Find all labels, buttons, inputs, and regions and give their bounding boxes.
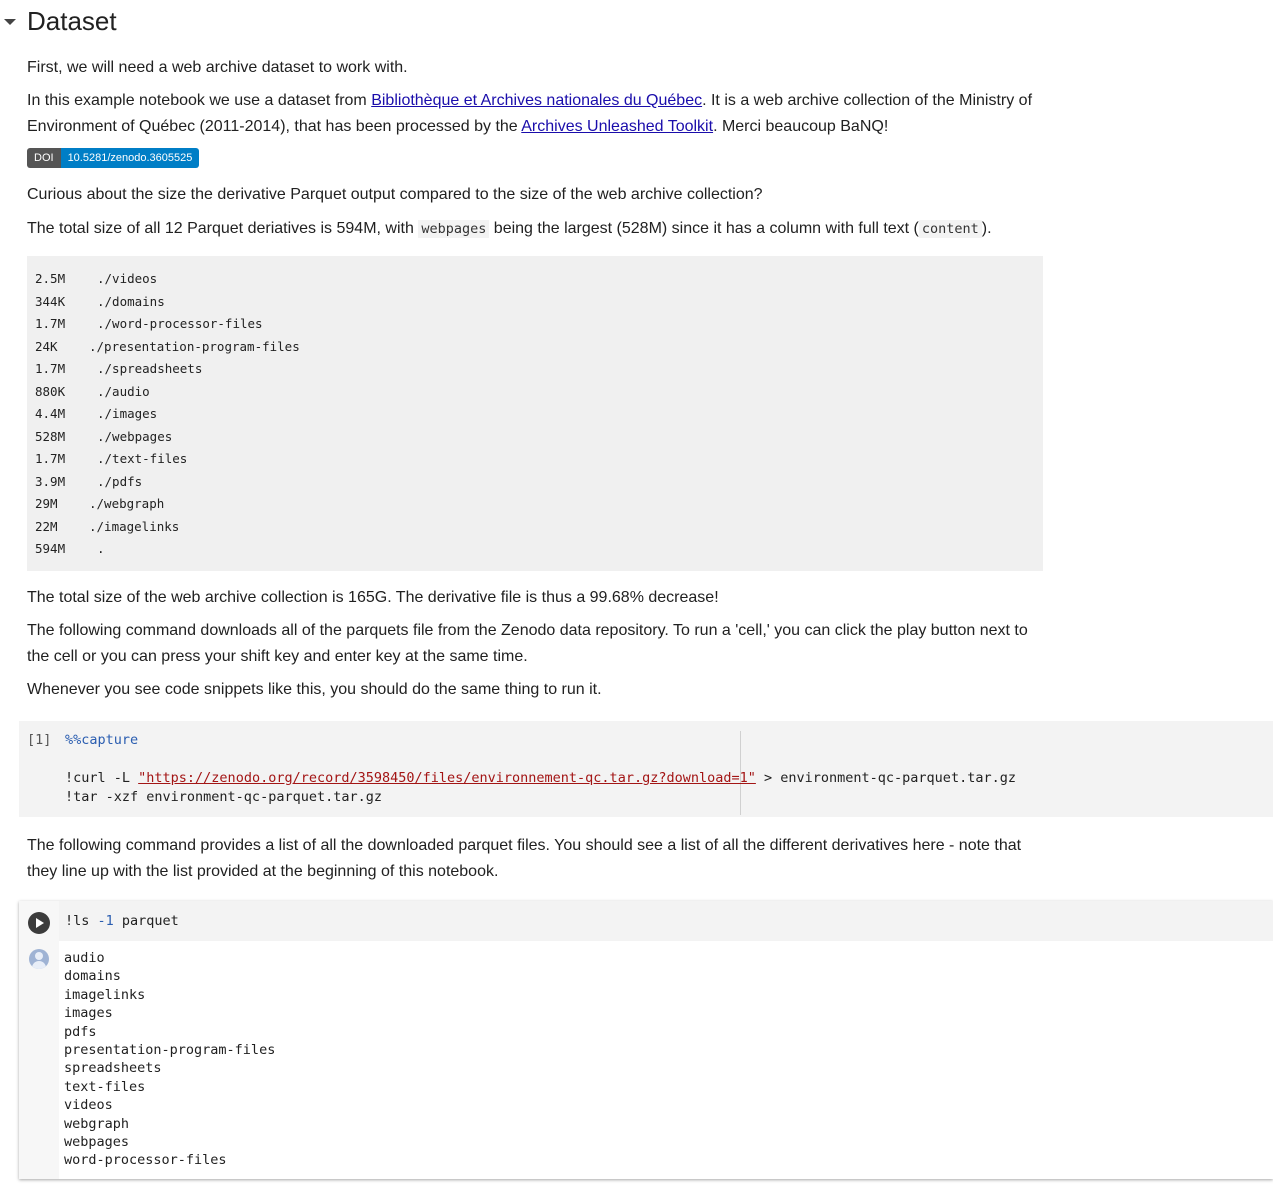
output-avatar-icon[interactable] bbox=[29, 949, 49, 969]
size-path: ./pdfs bbox=[97, 473, 143, 489]
size-path: ./word-processor-files bbox=[97, 316, 263, 331]
example-text-2: . It is a web archive collection of the Ministry of Environment of Québec (2011-2014), that has been processed by the bbox=[27, 92, 1033, 135]
output-line: word-processor-files bbox=[64, 1152, 227, 1169]
sizes-row bbox=[35, 429, 172, 444]
size-path: ./videos bbox=[97, 271, 158, 286]
cell-gutter bbox=[19, 901, 59, 1179]
size-path: ./spreadsheets bbox=[97, 361, 203, 376]
size-path: ./images bbox=[97, 406, 158, 421]
size-value: 24K bbox=[35, 338, 58, 354]
play-icon bbox=[36, 918, 44, 928]
download-url[interactable]: "https://zenodo.org/record/3598450/files/environnement-qc.tar.gz?download=1" bbox=[138, 770, 756, 786]
size-path: ./webpages bbox=[97, 428, 173, 444]
size-path: ./imagelinks bbox=[89, 518, 180, 534]
output-line: images bbox=[64, 1005, 113, 1022]
inline-code-webpages: webpages bbox=[418, 220, 489, 238]
size-value: 344K bbox=[35, 293, 66, 309]
tar-line: !tar -xzf environment-qc-parquet.tar.gz bbox=[65, 789, 382, 805]
sizes-row bbox=[35, 519, 179, 534]
total-paragraph bbox=[27, 216, 1047, 242]
example-text-3: . Merci beaucoup BaNQ! bbox=[713, 118, 889, 135]
ls-arg: parquet bbox=[113, 913, 179, 929]
size-value: 1.7M bbox=[35, 316, 66, 331]
total-text-1: The total size of all 12 Parquet deriatives is 594M, with bbox=[27, 220, 419, 237]
execution-count: [1] bbox=[27, 732, 52, 748]
total-text-2: being the largest (528M) since it has a column with full text ( bbox=[489, 220, 919, 237]
sizes-row bbox=[35, 361, 202, 376]
output-line: domains bbox=[64, 968, 121, 985]
size-path: ./audio bbox=[97, 383, 150, 399]
output-line: pdfs bbox=[64, 1023, 97, 1040]
ls-command bbox=[65, 913, 179, 929]
code-cell-ls[interactable] bbox=[19, 901, 1273, 1179]
sizes-row bbox=[35, 294, 165, 309]
sizes-row bbox=[35, 541, 105, 556]
cell-output bbox=[64, 949, 275, 1170]
size-value: 880K bbox=[35, 383, 66, 399]
size-value: 29M bbox=[35, 496, 58, 511]
output-line: webpages bbox=[64, 1133, 130, 1150]
output-line: spreadsheets bbox=[64, 1060, 162, 1077]
magic-command: %%capture bbox=[65, 732, 139, 748]
toolkit-link[interactable]: Archives Unleashed Toolkit bbox=[521, 118, 714, 135]
command-info-paragraph: The following command downloads all of the parquets file from the Zenodo data repository. To run a 'cell,' you can click the play button next to the cell or you can press your shift key and enter key at the same time. bbox=[27, 622, 1028, 665]
sizes-row bbox=[35, 496, 164, 511]
run-cell-button[interactable] bbox=[28, 912, 50, 934]
curl-line bbox=[65, 770, 1016, 786]
sizes-row bbox=[35, 316, 263, 331]
intro-paragraph: First, we will need a web archive dataset to work with. bbox=[27, 59, 408, 76]
list-info-paragraph: The following command provides a list of all the downloaded parquet files. You should see a list of all the different derivatives here - note that they line up with the list provided at the beginning of this notebook. bbox=[27, 837, 1022, 880]
curious-paragraph: Curious about the size the derivative Parquet output compared to the size of the web archive collection? bbox=[27, 186, 763, 203]
output-line: audio bbox=[64, 950, 105, 966]
size-path: ./webgraph bbox=[89, 496, 165, 511]
output-line: webgraph bbox=[64, 1115, 130, 1132]
size-value: 4.4M bbox=[35, 406, 66, 421]
curl-output: > environment-qc-parquet.tar.gz bbox=[755, 770, 1016, 786]
size-path: ./presentation-program-files bbox=[89, 338, 300, 354]
output-line: presentation-program-files bbox=[64, 1041, 276, 1058]
doi-value: 10.5281/zenodo.3605525 bbox=[61, 148, 200, 168]
size-value: 594M bbox=[35, 541, 66, 556]
size-value: 22M bbox=[35, 518, 58, 534]
output-line: text-files bbox=[64, 1078, 146, 1095]
output-line: imagelinks bbox=[64, 986, 146, 1003]
output-line: videos bbox=[64, 1097, 113, 1114]
size-value: 528M bbox=[35, 428, 66, 444]
sizes-row bbox=[35, 339, 300, 354]
doi-badge[interactable] bbox=[27, 148, 199, 168]
total-text-3: ). bbox=[981, 220, 992, 237]
sizes-row bbox=[35, 474, 142, 489]
code-editor[interactable] bbox=[59, 901, 1273, 941]
sizes-row bbox=[35, 271, 157, 286]
size-path: ./text-files bbox=[97, 451, 188, 466]
curl-command: !curl -L bbox=[65, 770, 139, 786]
whenever-paragraph: Whenever you see code snippets like this, you should do the same thing to run it. bbox=[27, 681, 602, 698]
example-paragraph bbox=[27, 88, 1047, 140]
size-value: 2.5M bbox=[35, 271, 66, 286]
section-title: Dataset bbox=[27, 6, 117, 36]
sizes-code-block bbox=[27, 256, 1043, 571]
sizes-row bbox=[35, 451, 187, 466]
size-value: 3.9M bbox=[35, 473, 66, 489]
size-path: . bbox=[97, 541, 105, 556]
ls-flag: -1 bbox=[97, 913, 114, 929]
example-text-1: In this example notebook we use a dataset from bbox=[27, 92, 372, 109]
size-path: ./domains bbox=[97, 293, 165, 309]
banq-link[interactable]: Bibliothèque et Archives nationales du Québec bbox=[371, 92, 703, 109]
sizes-row bbox=[35, 406, 157, 421]
section-header[interactable] bbox=[0, 4, 1273, 40]
size-value: 1.7M bbox=[35, 361, 66, 376]
ls-cmd: !ls bbox=[65, 913, 98, 929]
sizes-row bbox=[35, 384, 150, 399]
collection-paragraph: The total size of the web archive collection is 165G. The derivative file is thus a 99.68% decrease! bbox=[27, 589, 719, 606]
size-value: 1.7M bbox=[35, 451, 66, 466]
collapse-caret-icon[interactable] bbox=[4, 19, 16, 25]
doi-label: DOI bbox=[27, 148, 61, 168]
code-cell-download[interactable] bbox=[19, 721, 1273, 817]
inline-code-content: content bbox=[919, 220, 982, 238]
